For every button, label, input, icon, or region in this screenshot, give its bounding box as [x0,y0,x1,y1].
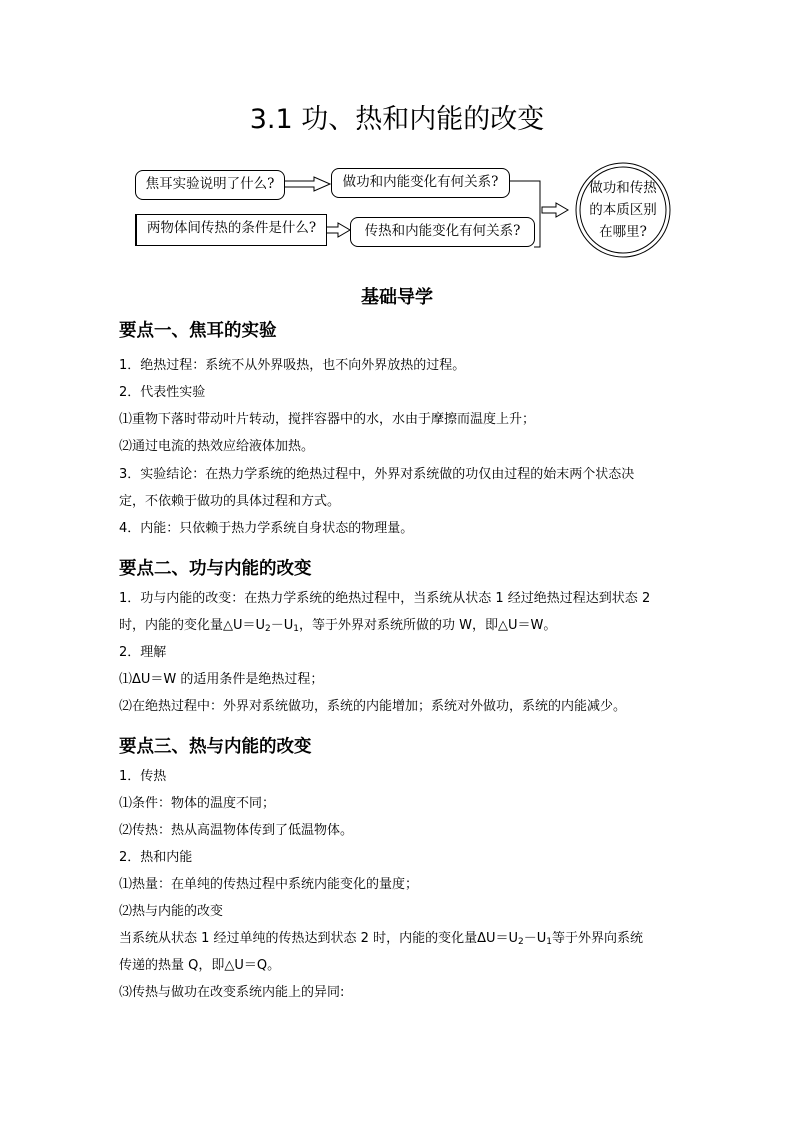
question-box-heat: 传热和内能变化有何关系? [350,217,535,247]
concept-diagram [0,0,794,280]
point2-heading: 要点二、功与内能的改变 [119,559,312,579]
point3-line8: 传递的热量 Q，即△U＝Q。 [119,958,281,973]
point3-line9: ⑶传热与做功在改变系统内能上的异同: [119,985,345,1000]
point3-heading: 要点三、热与内能的改变 [119,737,312,757]
point3-line4: 2．热和内能 [119,850,193,865]
point1-line2: 2．代表性实验 [119,385,206,400]
section-title: 基础导学 [361,287,433,308]
page-title: 3.1 功、热和内能的改变 [249,104,545,135]
point2-line2: 时，内能的变化量$\triangle U=U_2-U_1$，等于外界对系统所做的功 W，即△U＝W。 [119,618,557,634]
point1-line5: 3．实验结论：在热力学系统的绝热过程中，外界对系统做的功仅由过程的始末两个状态决 [119,467,635,482]
arrow-right-icon [324,223,350,237]
point3-line3: ⑵传热：热从高温物体传到了低温物体。 [119,823,354,838]
question-box-joule: 焦耳实验说明了什么? [135,170,285,200]
point1-line4: ⑵通过电流的热效应给液体加热。 [119,439,315,454]
question-box-work: 做功和内能变化有何关系? [331,168,510,198]
arrow-right-icon [284,177,330,191]
circle-question: 做功和传热 的本质区别 在哪里? [589,180,657,240]
point3-line6: ⑵热与内能的改变 [119,904,224,919]
point1-line7: 4．内能：只依赖于热力学系统自身状态的物理量。 [119,521,414,536]
point1-line1: 1．绝热过程：系统不从外界吸热，也不向外界放热的过程。 [119,358,466,373]
point2-line3: 2．理解 [119,645,167,660]
point3-line2: ⑴条件：物体的温度不同； [119,796,276,811]
point2-line5: ⑵在绝热过程中：外界对系统做功，系统的内能增加；系统对外做功，系统的内能减少。 [119,699,627,714]
point2-line1: 1．功与内能的改变：在热力学系统的绝热过程中，当系统从状态 1 经过绝热过程达到状态 2 [119,591,651,606]
point1-line6: 定，不依赖于做功的具体过程和方式。 [119,494,341,509]
point1-line3: ⑴重物下落时带动叶片转动，搅拌容器中的水，水由于摩擦而温度上升； [119,412,536,427]
question-box-heat-condition: 两物体间传热的条件是什么? [135,214,327,246]
point3-line1: 1．传热 [119,769,167,784]
point1-heading: 要点一、焦耳的实验 [119,321,277,341]
point2-line4: ⑴ΔU＝W 的适用条件是绝热过程； [119,672,324,687]
arrow-right-icon [542,203,568,217]
point3-line5: ⑴热量：在单纯的传热过程中系统内能变化的量度； [119,877,419,892]
point3-line7: 当系统从状态 1 经过单纯的传热达到状态 2 时，内能的变化量$\Delta U=U_2-U_1$等于外界向系统 [119,931,643,947]
